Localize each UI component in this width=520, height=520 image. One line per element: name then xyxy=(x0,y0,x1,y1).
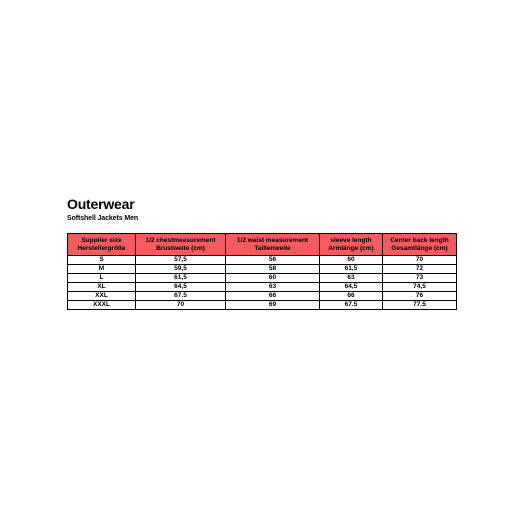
column-header xyxy=(226,234,320,256)
measurement-cell: 63 xyxy=(320,274,383,283)
measurement-cell: 59,5 xyxy=(136,265,226,274)
measurement-cell: 70 xyxy=(136,301,226,310)
measurement-cell: 61,5 xyxy=(136,274,226,283)
column-header-german: Taillenweite xyxy=(254,244,291,252)
size-cell: L xyxy=(68,274,136,283)
measurement-cell: 73 xyxy=(383,274,457,283)
column-header xyxy=(320,234,383,256)
page-title: Outerwear xyxy=(67,196,135,212)
measurement-cell: 61,5 xyxy=(320,265,383,274)
column-header-english: sleeve length xyxy=(330,236,372,244)
measurement-cell: 58 xyxy=(226,265,320,274)
column-header-german: Armlänge (cm) xyxy=(328,244,374,252)
measurement-cell: 77.5 xyxy=(383,301,457,310)
size-chart-sheet xyxy=(67,196,457,308)
column-header-english: Supplier size xyxy=(81,236,122,244)
column-header-english: 1/2 chestmeasurement xyxy=(145,236,216,244)
size-cell: XXXL xyxy=(68,301,136,310)
measurement-cell: 60 xyxy=(226,274,320,283)
measurement-cell: 57,5 xyxy=(136,256,226,265)
column-header xyxy=(383,234,457,256)
measurement-cell: 74,5 xyxy=(383,283,457,292)
column-header xyxy=(68,234,136,256)
table-row xyxy=(68,265,457,274)
measurement-cell: 76 xyxy=(383,292,457,301)
measurement-cell: 66 xyxy=(320,292,383,301)
measurement-cell: 60 xyxy=(320,256,383,265)
size-cell: S xyxy=(68,256,136,265)
column-header-english: Center back length xyxy=(390,236,449,244)
size-table xyxy=(67,233,457,310)
measurement-cell: 70 xyxy=(383,256,457,265)
column-header-german: Brustweite (cm) xyxy=(156,244,205,252)
column-header xyxy=(136,234,226,256)
measurement-cell: 72 xyxy=(383,265,457,274)
measurement-cell: 64,5 xyxy=(320,283,383,292)
measurement-cell: 64,5 xyxy=(136,283,226,292)
table-body xyxy=(68,256,457,310)
column-header-english: 1/2 waist measurement xyxy=(236,236,309,244)
size-cell: M xyxy=(68,265,136,274)
page-subtitle: Softshell Jackets Men xyxy=(67,215,139,222)
measurement-cell: 67.5 xyxy=(136,292,226,301)
table-row xyxy=(68,301,457,310)
measurement-cell: 69 xyxy=(226,301,320,310)
measurement-cell: 67.5 xyxy=(320,301,383,310)
measurement-cell: 56 xyxy=(226,256,320,265)
measurement-cell: 63 xyxy=(226,283,320,292)
table-row xyxy=(68,283,457,292)
size-cell: XL xyxy=(68,283,136,292)
table-row xyxy=(68,292,457,301)
table-row xyxy=(68,274,457,283)
column-header-german: Herstellergröße xyxy=(77,244,126,252)
table-header-row xyxy=(68,234,457,256)
column-header-german: Gesamtlänge (cm) xyxy=(391,244,448,252)
table-row xyxy=(68,256,457,265)
size-cell: XXL xyxy=(68,292,136,301)
measurement-cell: 66 xyxy=(226,292,320,301)
